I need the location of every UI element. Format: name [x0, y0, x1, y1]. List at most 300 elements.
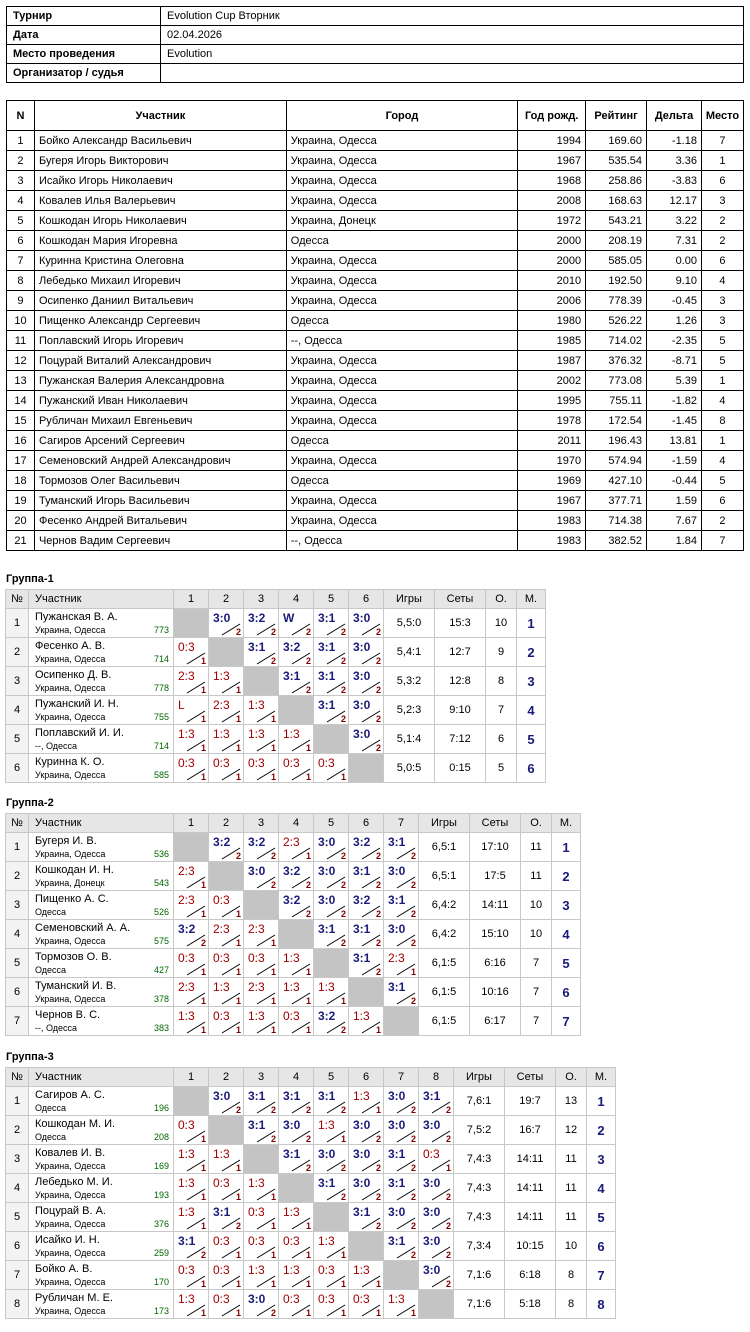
match-result-cell [384, 862, 419, 891]
group-player-cell [29, 1290, 174, 1319]
player-name: Пищенко А. С. [35, 893, 109, 905]
match-score: 0:3 [213, 1234, 230, 1248]
player-city: Украина, Одесса [35, 994, 106, 1004]
participant-delta: 3.22 [647, 211, 702, 231]
col-header-participant: Участник [34, 101, 286, 131]
match-result-cell [244, 1232, 279, 1261]
participant-city: Украина, Одесса [286, 271, 517, 291]
match-result-cell [244, 978, 279, 1007]
match-result-cell [384, 1087, 419, 1116]
player-city: Украина, Одесса [35, 1190, 106, 1200]
group-col-header-opponent: 7 [384, 1068, 419, 1087]
participant-name: Туманский Игорь Васильевич [34, 491, 286, 511]
match-result-cell [244, 725, 279, 754]
match-score: 3:1 [388, 1147, 406, 1161]
player-sets: 15:10 [470, 920, 521, 949]
group-player-cell [29, 754, 174, 783]
player-city: Украина, Одесса [35, 770, 106, 780]
match-score: 3:2 [318, 1009, 336, 1023]
match-result-cell [244, 1116, 279, 1145]
group-col-header-place: М. [517, 590, 546, 609]
match-result-cell [174, 667, 209, 696]
match-score: 2:3 [213, 922, 230, 936]
participant-name: Бойко Александр Васильевич [34, 131, 286, 151]
player-place: 1 [552, 833, 581, 862]
player-rating: 526 [153, 907, 169, 917]
match-score: 3:0 [423, 1118, 441, 1132]
participant-delta: -0.44 [647, 471, 702, 491]
match-score: 3:1 [283, 669, 301, 683]
player-games: 7,4:3 [454, 1203, 505, 1232]
participant-place: 6 [701, 251, 743, 271]
group-col-header-games: Игры [419, 814, 470, 833]
match-score: 3:2 [248, 611, 266, 625]
match-result-cell [244, 949, 279, 978]
participant-name: Ковалев Илья Валерьевич [34, 191, 286, 211]
match-result-cell [384, 1145, 419, 1174]
match-points: 1 [340, 1250, 346, 1260]
participant-place: 2 [701, 211, 743, 231]
col-header-rating: Рейтинг [586, 101, 647, 131]
match-score: 1:3 [178, 1147, 195, 1161]
participant-birth-year: 1983 [518, 531, 586, 551]
match-points: 1 [235, 1025, 241, 1035]
player-city: Одесса [35, 907, 67, 917]
match-result-cell [384, 949, 419, 978]
player-place: 3 [517, 667, 546, 696]
player-sets: 6:18 [505, 1261, 556, 1290]
match-points: 1 [375, 1105, 381, 1115]
participant-delta: 13.81 [647, 431, 702, 451]
match-result-cell [349, 920, 384, 949]
group-col-header-place: М. [552, 814, 581, 833]
match-result-cell [314, 1290, 349, 1319]
match-result-cell [349, 1007, 384, 1036]
group-row-no: 5 [6, 949, 29, 978]
participant-city: Украина, Одесса [286, 151, 517, 171]
group-table [5, 1067, 616, 1319]
group-player-cell [29, 609, 174, 638]
self-match-cell [209, 1116, 244, 1145]
participant-delta: -1.82 [647, 391, 702, 411]
group-col-header-opponent: 3 [244, 814, 279, 833]
player-games: 5,0:5 [384, 754, 435, 783]
match-score: 3:1 [353, 864, 371, 878]
participant-delta: 1.26 [647, 311, 702, 331]
participant-delta: 5.39 [647, 371, 702, 391]
player-name: Фесенко А. В. [35, 640, 106, 652]
player-rating: 575 [153, 936, 169, 946]
match-points: 2 [235, 851, 241, 861]
match-score: 1:3 [248, 1009, 265, 1023]
match-score: 1:3 [283, 1205, 300, 1219]
match-points: 1 [200, 1134, 206, 1144]
match-points: 1 [305, 743, 311, 753]
player-sets: 0:15 [435, 754, 486, 783]
participant-place: 3 [701, 291, 743, 311]
participant-rating: 526.22 [586, 311, 647, 331]
player-place: 2 [552, 862, 581, 891]
player-city: Украина, Одесса [35, 1248, 106, 1258]
group-col-header-opponent: 6 [349, 590, 384, 609]
match-points: 1 [410, 967, 416, 977]
match-points: 2 [270, 851, 276, 861]
match-points: 2 [375, 1192, 381, 1202]
group-player-row [6, 1261, 616, 1290]
player-sets: 14:11 [505, 1174, 556, 1203]
player-city: --, Одесса [35, 1023, 78, 1033]
participant-row [7, 331, 744, 351]
participant-no: 10 [7, 311, 35, 331]
match-points: 2 [340, 1163, 346, 1173]
participant-row [7, 451, 744, 471]
match-score: 1:3 [178, 1205, 195, 1219]
match-score: 1:3 [353, 1009, 370, 1023]
match-result-cell [349, 638, 384, 667]
player-rating: 755 [153, 712, 169, 722]
group-col-header-games: Игры [454, 1068, 505, 1087]
player-points: 6 [486, 725, 517, 754]
self-match-cell [384, 1007, 419, 1036]
participant-birth-year: 1983 [518, 511, 586, 531]
match-score: 3:1 [353, 951, 371, 965]
participant-city: Украина, Донецк [286, 211, 517, 231]
match-score: 0:3 [213, 756, 230, 770]
participant-row [7, 431, 744, 451]
match-points: 2 [200, 938, 206, 948]
player-name: Бойко А. В. [35, 1263, 93, 1275]
participant-delta: -2.35 [647, 331, 702, 351]
participant-name: Чернов Вадим Сергеевич [34, 531, 286, 551]
participant-name: Тормозов Олег Васильевич [34, 471, 286, 491]
info-row-organizer [7, 64, 744, 83]
match-points: 1 [235, 996, 241, 1006]
match-result-cell [209, 1087, 244, 1116]
participant-rating: 168.63 [586, 191, 647, 211]
match-points: 2 [375, 851, 381, 861]
match-points: 1 [375, 1308, 381, 1318]
self-match-cell [314, 725, 349, 754]
match-score: 1:3 [283, 1263, 300, 1277]
participant-row [7, 511, 744, 531]
match-result-cell [384, 920, 419, 949]
match-points: 1 [270, 714, 276, 724]
match-result-cell [279, 949, 314, 978]
group-table [5, 813, 581, 1036]
match-score: 2:3 [283, 835, 300, 849]
self-match-cell [349, 1232, 384, 1261]
group-row-no: 6 [6, 978, 29, 1007]
match-score: 3:2 [353, 835, 371, 849]
participant-birth-year: 1994 [518, 131, 586, 151]
player-points: 11 [521, 862, 552, 891]
participant-place: 8 [701, 411, 743, 431]
match-points: 2 [375, 627, 381, 637]
participant-row [7, 131, 744, 151]
player-name: Чернов В. С. [35, 1009, 101, 1021]
self-match-cell [279, 1174, 314, 1203]
match-points: 2 [235, 1105, 241, 1115]
participant-birth-year: 1968 [518, 171, 586, 191]
match-result-cell [419, 1087, 454, 1116]
match-points: 1 [200, 685, 206, 695]
match-score: 3:0 [388, 1089, 406, 1103]
participant-birth-year: 1985 [518, 331, 586, 351]
self-match-cell [349, 754, 384, 783]
match-result-cell [244, 833, 279, 862]
player-place: 5 [587, 1203, 616, 1232]
participant-city: Украина, Одесса [286, 291, 517, 311]
group-player-cell [29, 1087, 174, 1116]
match-score: L [178, 698, 185, 712]
group-col-header-no: № [6, 814, 29, 833]
match-result-cell [244, 609, 279, 638]
match-score: 1:3 [353, 1089, 370, 1103]
player-games: 5,2:3 [384, 696, 435, 725]
participant-no: 1 [7, 131, 35, 151]
group-col-header-opponent: 6 [349, 1068, 384, 1087]
participant-row [7, 191, 744, 211]
match-score: 2:3 [178, 893, 195, 907]
match-result-cell [244, 1290, 279, 1319]
match-result-cell [244, 1203, 279, 1232]
match-points: 2 [305, 909, 311, 919]
player-rating: 169 [153, 1161, 169, 1171]
match-points: 2 [410, 1163, 416, 1173]
match-result-cell [349, 1290, 384, 1319]
match-result-cell [279, 833, 314, 862]
participant-place: 5 [701, 351, 743, 371]
player-name: Лебедько М. И. [35, 1176, 113, 1188]
match-result-cell [384, 1174, 419, 1203]
group-player-cell [29, 833, 174, 862]
group-row-no: 4 [6, 920, 29, 949]
match-points: 1 [200, 714, 206, 724]
player-rating: 714 [153, 741, 169, 751]
match-score: 3:1 [178, 1234, 196, 1248]
participant-city: --, Одесса [286, 531, 517, 551]
match-result-cell [419, 1145, 454, 1174]
info-label: Дата [7, 26, 161, 45]
match-points: 2 [410, 1192, 416, 1202]
match-score: 3:0 [318, 1147, 336, 1161]
match-points: 1 [270, 1221, 276, 1231]
self-match-cell [174, 1087, 209, 1116]
match-result-cell [174, 1290, 209, 1319]
match-result-cell [314, 1007, 349, 1036]
player-city: Одесса [35, 1103, 67, 1113]
match-score: 3:0 [248, 864, 266, 878]
player-games: 7,1:6 [454, 1290, 505, 1319]
match-result-cell [174, 754, 209, 783]
match-points: 1 [200, 1308, 206, 1318]
player-sets: 5:18 [505, 1290, 556, 1319]
match-score: 3:1 [318, 669, 336, 683]
self-match-cell [174, 609, 209, 638]
player-rating: 196 [153, 1103, 169, 1113]
participant-place: 1 [701, 151, 743, 171]
self-match-cell [279, 696, 314, 725]
participant-birth-year: 1972 [518, 211, 586, 231]
participant-birth-year: 2011 [518, 431, 586, 451]
participant-city: --, Одесса [286, 331, 517, 351]
player-name: Исайко И. Н. [35, 1234, 100, 1246]
player-games: 6,5:1 [419, 833, 470, 862]
match-points: 2 [375, 656, 381, 666]
match-score: 1:3 [178, 727, 195, 741]
match-score: 0:3 [178, 951, 195, 965]
participant-rating: 773.08 [586, 371, 647, 391]
player-games: 7,4:3 [454, 1174, 505, 1203]
participant-name: Куринна Кристина Олеговна [34, 251, 286, 271]
group-player-cell [29, 638, 174, 667]
player-place: 1 [587, 1087, 616, 1116]
player-points: 8 [556, 1290, 587, 1319]
player-games: 6,1:5 [419, 949, 470, 978]
participant-place: 6 [701, 491, 743, 511]
group-row-no: 2 [6, 1116, 29, 1145]
player-city: Украина, Одесса [35, 1161, 106, 1171]
participant-delta: -0.45 [647, 291, 702, 311]
match-score: 0:3 [248, 1234, 265, 1248]
match-points: 2 [270, 1105, 276, 1115]
participant-no: 5 [7, 211, 35, 231]
player-games: 5,4:1 [384, 638, 435, 667]
participant-no: 4 [7, 191, 35, 211]
match-score: 0:3 [213, 1009, 230, 1023]
match-score: 0:3 [178, 640, 195, 654]
participant-place: 4 [701, 391, 743, 411]
match-points: 1 [375, 1279, 381, 1289]
player-games: 6,4:2 [419, 920, 470, 949]
match-score: 3:2 [178, 922, 196, 936]
match-points: 2 [410, 1105, 416, 1115]
group-col-header-opponent: 5 [314, 1068, 349, 1087]
match-points: 1 [200, 1163, 206, 1173]
match-result-cell [349, 1261, 384, 1290]
group-player-cell [29, 1174, 174, 1203]
group-col-header-points: О. [486, 590, 517, 609]
match-result-cell [174, 1232, 209, 1261]
match-result-cell [209, 1232, 244, 1261]
group-row-no: 6 [6, 754, 29, 783]
match-points: 1 [270, 967, 276, 977]
match-score: 1:3 [318, 980, 335, 994]
match-points: 1 [340, 772, 346, 782]
match-score: 1:3 [213, 669, 230, 683]
col-header-birth-year: Год рожд. [518, 101, 586, 131]
match-score: 2:3 [178, 669, 195, 683]
match-result-cell [349, 891, 384, 920]
match-points: 2 [340, 627, 346, 637]
match-points: 2 [410, 1221, 416, 1231]
player-name: Кошкодан М. И. [35, 1118, 116, 1130]
participant-rating: 192.50 [586, 271, 647, 291]
player-rating: 714 [153, 654, 169, 664]
match-score: 3:1 [353, 922, 371, 936]
player-place: 4 [552, 920, 581, 949]
match-score: 3:1 [388, 893, 406, 907]
match-score: 3:2 [248, 835, 266, 849]
participant-name: Лебедько Михаил Игоревич [34, 271, 286, 291]
player-sets: 7:12 [435, 725, 486, 754]
player-points: 7 [521, 1007, 552, 1036]
match-points: 1 [305, 1308, 311, 1318]
player-name: Ковалев И. В. [35, 1147, 106, 1159]
participant-delta: 1.59 [647, 491, 702, 511]
participant-city: Украина, Одесса [286, 391, 517, 411]
group-player-cell [29, 920, 174, 949]
group-player-cell [29, 862, 174, 891]
player-rating: 543 [153, 878, 169, 888]
player-games: 5,1:4 [384, 725, 435, 754]
group-player-row [6, 754, 546, 783]
player-games: 6,5:1 [419, 862, 470, 891]
match-points: 1 [200, 1221, 206, 1231]
match-result-cell [174, 1174, 209, 1203]
match-score: 3:1 [248, 640, 266, 654]
match-result-cell [349, 1087, 384, 1116]
participant-rating: 535.54 [586, 151, 647, 171]
group-row-no: 1 [6, 609, 29, 638]
match-points: 1 [305, 967, 311, 977]
match-score: 2:3 [213, 698, 230, 712]
match-score: 3:1 [248, 1089, 266, 1103]
player-sets: 17:10 [470, 833, 521, 862]
participant-delta: 3.36 [647, 151, 702, 171]
player-points: 10 [486, 609, 517, 638]
group-col-header-opponent: 1 [174, 590, 209, 609]
match-points: 2 [410, 909, 416, 919]
participant-birth-year: 1970 [518, 451, 586, 471]
match-score: 3:0 [248, 1292, 266, 1306]
group-col-header-player: Участник [29, 590, 174, 609]
player-city: Украина, Одесса [35, 654, 106, 664]
participant-row [7, 391, 744, 411]
match-points: 1 [375, 1025, 381, 1035]
player-sets: 6:16 [470, 949, 521, 978]
participant-delta: 7.67 [647, 511, 702, 531]
match-points: 1 [200, 1192, 206, 1202]
match-score: 2:3 [248, 980, 265, 994]
match-result-cell [349, 696, 384, 725]
participant-rating: 196.43 [586, 431, 647, 451]
match-result-cell [314, 1116, 349, 1145]
match-points: 2 [340, 880, 346, 890]
match-score: 1:3 [248, 1176, 265, 1190]
match-points: 2 [340, 714, 346, 724]
match-result-cell [209, 1261, 244, 1290]
match-score: 1:3 [353, 1263, 370, 1277]
match-result-cell [209, 920, 244, 949]
match-score: 1:3 [318, 1118, 335, 1132]
player-name: Пужанский И. Н. [35, 698, 119, 710]
group-player-row [6, 862, 581, 891]
player-rating: 208 [153, 1132, 169, 1142]
group-player-row [6, 1116, 616, 1145]
participant-birth-year: 1967 [518, 151, 586, 171]
match-score: 3:1 [388, 1176, 406, 1190]
match-score: 3:1 [318, 611, 336, 625]
group-player-row [6, 1203, 616, 1232]
participant-no: 6 [7, 231, 35, 251]
group-header-row [6, 814, 581, 833]
participant-rating: 376.32 [586, 351, 647, 371]
match-points: 1 [200, 909, 206, 919]
participant-place: 7 [701, 131, 743, 151]
player-points: 11 [556, 1203, 587, 1232]
match-score: 0:3 [178, 1118, 195, 1132]
